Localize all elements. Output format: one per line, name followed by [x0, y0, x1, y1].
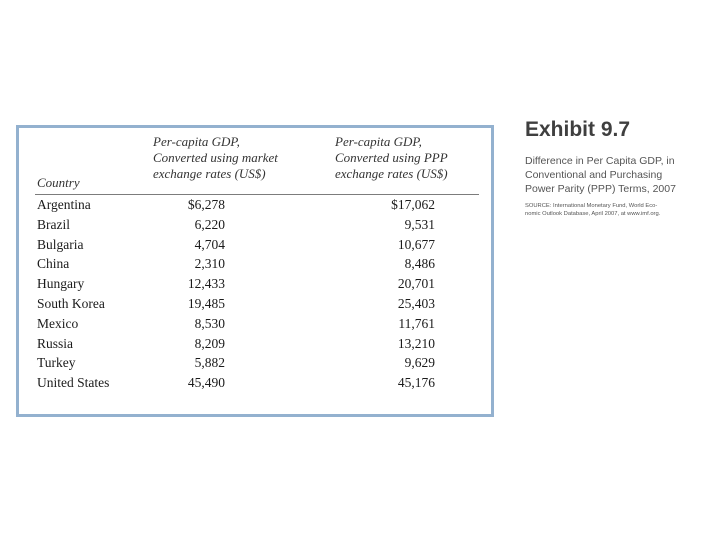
header-country: Country	[37, 175, 80, 190]
exhibit-source	[525, 202, 715, 218]
exhibit-caption	[525, 118, 715, 218]
header-market-line: exchange rates (US$)	[153, 166, 266, 181]
market-gdp-cell: 2,310	[194, 256, 225, 272]
header-ppp-gdp	[335, 134, 448, 182]
source-line: nomic Outlook Database, April 2007, at www.imf.org.	[525, 211, 661, 217]
market-gdp-cell: 4,704	[194, 236, 225, 252]
table-row	[19, 235, 491, 255]
source-line: SOURCE: International Monetary Fund, World Eco-	[525, 203, 658, 209]
ppp-gdp-cell: 9,629	[404, 355, 435, 371]
table-row	[19, 314, 491, 334]
table-row	[19, 334, 491, 354]
country-cell: China	[37, 256, 70, 272]
market-gdp-cell: 12,433	[187, 276, 225, 292]
table-row	[19, 294, 491, 314]
table-row	[19, 373, 491, 393]
ppp-gdp-cell: 13,210	[397, 335, 435, 351]
market-gdp-cell: 8,530	[194, 315, 225, 331]
header-market-line: Converted using market	[153, 150, 278, 165]
gdp-table-panel	[16, 125, 494, 417]
ppp-gdp-cell: 8,486	[404, 256, 435, 272]
table-row	[19, 353, 491, 373]
header-market-gdp	[153, 134, 278, 182]
country-cell: United States	[37, 375, 110, 391]
market-gdp-cell: 19,485	[187, 295, 225, 311]
country-cell: Hungary	[37, 276, 85, 292]
header-ppp-line: Converted using PPP	[335, 150, 448, 165]
ppp-gdp-cell: 11,761	[398, 315, 435, 331]
market-gdp-cell: $6,278	[187, 197, 225, 212]
ppp-gdp-cell: 9,531	[404, 216, 435, 232]
table-row	[19, 274, 491, 294]
country-cell: Mexico	[37, 315, 79, 331]
market-gdp-cell: 5,882	[194, 355, 225, 371]
table-body	[19, 195, 491, 393]
table-row	[19, 254, 491, 274]
country-cell: Turkey	[37, 355, 76, 371]
ppp-gdp-cell: 10,677	[397, 236, 435, 252]
country-cell: Russia	[37, 335, 74, 351]
ppp-gdp-cell: 25,403	[397, 295, 435, 311]
country-cell: Brazil	[37, 216, 70, 232]
market-gdp-cell: 6,220	[194, 216, 225, 232]
description-line: Difference in Per Capita GDP, in	[525, 155, 675, 167]
description-line: Power Parity (PPP) Terms, 2007	[525, 183, 676, 195]
country-cell: South Korea	[37, 295, 105, 311]
ppp-gdp-cell: 45,176	[397, 375, 435, 391]
exhibit-description	[525, 154, 715, 196]
description-line: Conventional and Purchasing	[525, 169, 663, 181]
ppp-gdp-cell: 20,701	[397, 276, 435, 292]
ppp-gdp-cell: $17,062	[391, 197, 435, 212]
table-row	[19, 195, 491, 215]
header-ppp-line: exchange rates (US$)	[335, 166, 448, 181]
header-ppp-line: Per-capita GDP,	[335, 134, 422, 149]
market-gdp-cell: 45,490	[187, 375, 225, 391]
header-market-line: Per-capita GDP,	[153, 134, 240, 149]
country-cell: Bulgaria	[37, 236, 84, 252]
exhibit-title: Exhibit 9.7	[525, 118, 631, 141]
table-row	[19, 215, 491, 235]
country-cell: Argentina	[37, 197, 91, 212]
market-gdp-cell: 8,209	[194, 335, 225, 351]
